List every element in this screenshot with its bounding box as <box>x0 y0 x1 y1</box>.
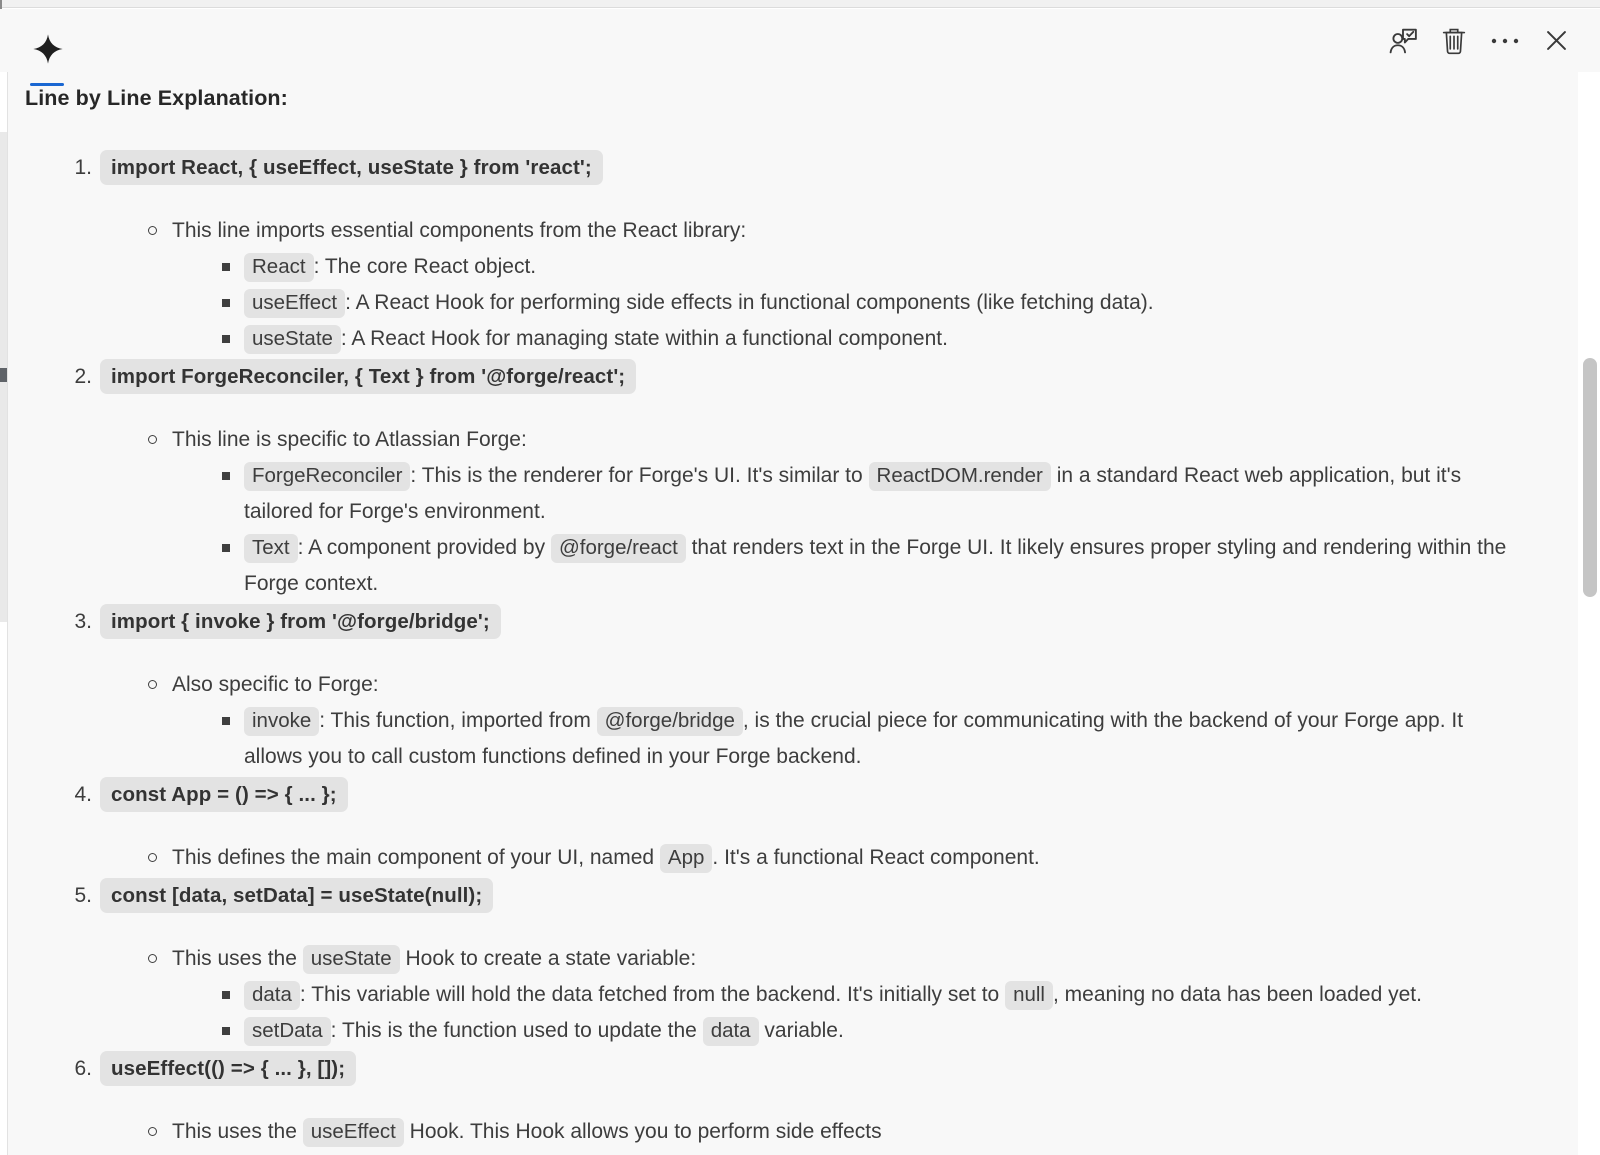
inline-code: App <box>660 844 712 873</box>
code-line <box>74 359 1522 394</box>
sub-bullet-item <box>100 1013 1522 1049</box>
explanation-text: : A React Hook for managing state within a functional component. <box>340 327 948 350</box>
inline-code: useEffect <box>303 1118 404 1147</box>
explanation-item <box>74 878 1522 1049</box>
square-bullet-icon <box>222 717 230 725</box>
code-chip: import React, { useEffect, useState } from 'react'; <box>100 150 603 185</box>
circle-bullet-icon <box>148 226 157 235</box>
inline-code: data <box>703 1017 759 1046</box>
explanation-text: , meaning no data has been loaded yet. <box>1052 983 1422 1006</box>
sub-bullet-item <box>100 977 1522 1013</box>
square-bullet-icon <box>222 335 230 343</box>
item-number: 5. <box>74 884 92 907</box>
intro-line <box>100 941 1522 977</box>
sub-bullet-list <box>100 249 1522 357</box>
explanation-text: that renders text in the Forge UI. It likely ensures proper styling and rendering within the Forge context. <box>244 536 1507 595</box>
assistant-panel <box>0 9 1600 1155</box>
explanation-item <box>74 359 1522 602</box>
square-bullet-icon <box>222 263 230 271</box>
explanation-text: : This variable will hold the data fetched from the backend. It's initially set to <box>299 983 1006 1006</box>
delete-button[interactable] <box>1436 23 1472 61</box>
sub-bullet-item <box>100 530 1522 602</box>
explanation-text: : This function, imported from <box>319 709 597 732</box>
right-scrollbar-gutter <box>1578 72 1600 1155</box>
window-top-strip <box>0 0 1600 8</box>
person-chat-icon <box>1387 24 1420 60</box>
more-options-button[interactable] <box>1487 23 1523 61</box>
page-title: Line by Line Explanation: <box>25 86 288 110</box>
circle-bullet-icon <box>148 954 157 963</box>
inline-code: ForgeReconciler <box>244 462 410 491</box>
close-icon <box>1543 27 1570 57</box>
explanation-text: This uses the <box>172 1120 303 1143</box>
explanation-text: This line is specific to Atlassian Forge: <box>172 428 527 451</box>
explanation-text: : This is the function used to update the <box>330 1019 703 1042</box>
inline-code: useState <box>303 945 400 974</box>
explanation-text: Hook. This Hook allows you to perform side effects <box>403 1120 882 1143</box>
circle-bullet-icon <box>148 853 157 862</box>
sub-bullet-item <box>100 458 1522 530</box>
code-line <box>74 604 1522 639</box>
ellipsis-icon <box>1489 25 1521 60</box>
left-scrollbar-gutter <box>0 72 8 1155</box>
code-line <box>74 150 1522 185</box>
item-number: 3. <box>74 610 92 633</box>
code-chip: useEffect(() => { ... }, []); <box>100 1051 356 1086</box>
trash-icon <box>1440 25 1468 59</box>
inline-code: @forge/bridge <box>597 707 743 736</box>
scrollbar-thumb[interactable] <box>1583 358 1597 597</box>
code-line <box>74 777 1522 812</box>
explanation-text: This defines the main component of your UI, named <box>172 846 660 869</box>
sub-bullet-item <box>100 703 1522 775</box>
item-number: 6. <box>74 1057 92 1080</box>
explanation-text: . It's a functional React component. <box>712 846 1040 869</box>
explanation-text: This line imports essential components from the React library: <box>172 219 747 242</box>
item-number: 2. <box>74 365 92 388</box>
explanation-text: : A component provided by <box>297 536 551 559</box>
sub-bullet-list <box>100 703 1522 775</box>
explanation-text: : A React Hook for performing side effects in functional components (like fetching data). <box>345 291 1154 314</box>
intro-line <box>100 1114 1522 1150</box>
item-number: 4. <box>74 783 92 806</box>
explanation-text: , is the crucial piece for communicating with the backend of your Forge app. It allows you to call custom functions defined in your Forge backend. <box>244 709 1464 768</box>
close-button[interactable] <box>1538 23 1574 61</box>
explanation-item <box>74 777 1522 876</box>
code-chip: import ForgeReconciler, { Text } from '@forge/react'; <box>100 359 636 394</box>
explanation-text: in a standard React web application, but it's tailored for Forge's environment. <box>244 464 1462 523</box>
inline-code: Text <box>244 534 298 563</box>
inline-code: null <box>1005 981 1053 1010</box>
sub-bullet-item <box>100 321 1522 357</box>
explanation-text: Also specific to Forge: <box>172 673 379 696</box>
inline-code: @forge/react <box>551 534 686 563</box>
inline-code: React <box>244 253 314 282</box>
item-number: 1. <box>74 156 92 179</box>
square-bullet-icon <box>222 1027 230 1035</box>
inline-code: ReactDOM.render <box>869 462 1051 491</box>
square-bullet-icon <box>222 991 230 999</box>
intro-line <box>100 213 1522 249</box>
sub-bullet-item <box>100 285 1522 321</box>
inline-code: useState <box>244 325 341 354</box>
sub-bullet-list <box>100 977 1522 1049</box>
feedback-button[interactable] <box>1385 23 1421 61</box>
explanation-list <box>0 150 1522 1152</box>
explanation-item <box>74 150 1522 357</box>
assistant-tab[interactable] <box>28 29 68 79</box>
inline-code: useEffect <box>244 289 345 318</box>
square-bullet-icon <box>222 472 230 480</box>
explanation-text: This uses the <box>172 947 303 970</box>
explanation-text: variable. <box>758 1019 844 1042</box>
sub-bullet-item <box>100 249 1522 285</box>
explanation-text: : The core React object. <box>313 255 537 278</box>
code-line <box>74 878 1522 913</box>
square-bullet-icon <box>222 544 230 552</box>
explanation-item <box>74 604 1522 775</box>
intro-line <box>100 422 1522 458</box>
inline-code: data <box>244 981 300 1010</box>
code-chip: import { invoke } from '@forge/bridge'; <box>100 604 501 639</box>
square-bullet-icon <box>222 299 230 307</box>
code-chip: const [data, setData] = useState(null); <box>100 878 493 913</box>
circle-bullet-icon <box>148 435 157 444</box>
header-actions <box>1385 23 1574 61</box>
explanation-text: Hook to create a state variable: <box>399 947 697 970</box>
code-chip: const App = () => { ... }; <box>100 777 348 812</box>
circle-bullet-icon <box>148 680 157 689</box>
intro-line <box>100 667 1522 703</box>
explanation-item <box>74 1051 1522 1150</box>
inline-code: invoke <box>244 707 319 736</box>
inline-code: setData <box>244 1017 331 1046</box>
circle-bullet-icon <box>148 1127 157 1136</box>
explanation-text: : This is the renderer for Forge's UI. It's similar to <box>410 464 869 487</box>
left-scrollbar-thumb[interactable] <box>0 368 7 382</box>
sub-bullet-list <box>100 458 1522 602</box>
code-line <box>74 1051 1522 1086</box>
intro-line <box>100 840 1522 876</box>
